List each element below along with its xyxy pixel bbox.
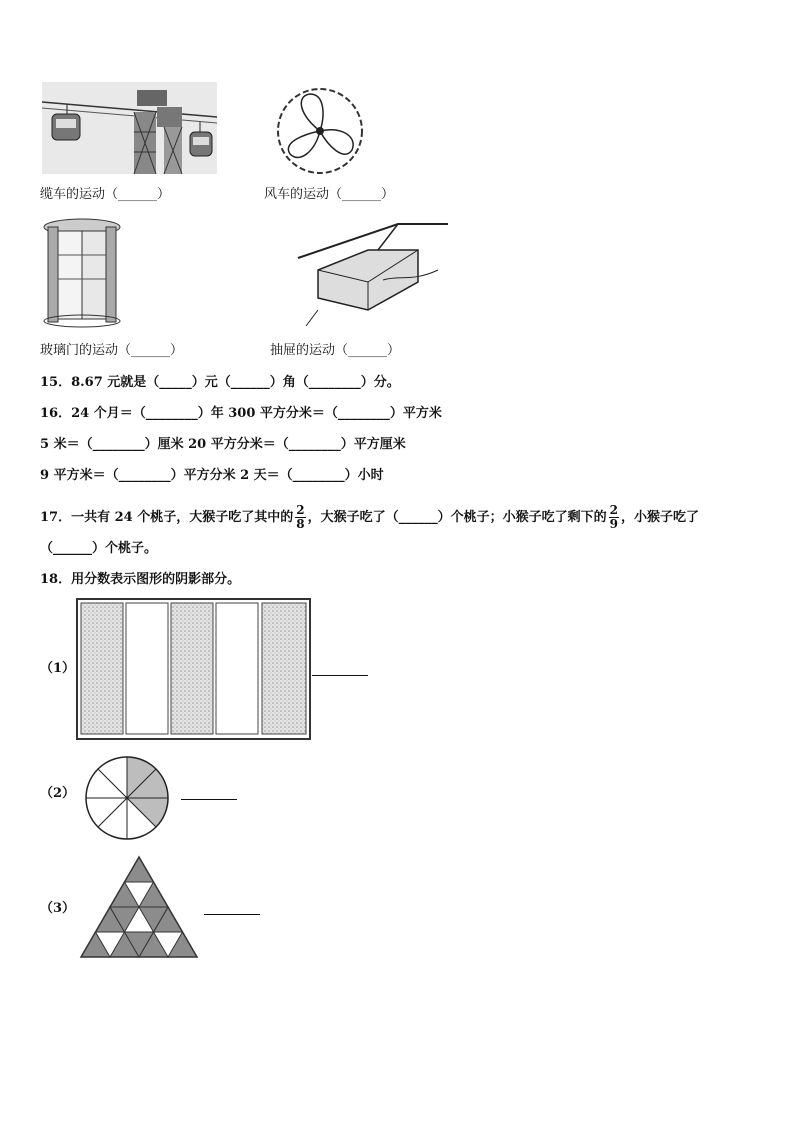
figure-3-label: （3） bbox=[40, 901, 76, 916]
question-16-line-2: 5 米＝（________）厘米 20 平方分米＝（________）平方厘米 bbox=[40, 437, 406, 452]
motion-label-fan: 风车的运动（______） bbox=[264, 187, 395, 202]
question-17-line-2: （______）个桃子。 bbox=[40, 541, 158, 556]
figure-1-strips bbox=[76, 598, 312, 741]
strip-5-shaded bbox=[262, 603, 306, 734]
figure-3-answer-line[interactable] bbox=[204, 914, 260, 915]
q17-text-2: ，大猴子吃了（______）个桃子；小猴子吃了剩下的 bbox=[307, 510, 607, 525]
question-16-line-1: 16．24 个月＝（________）年 300 平方分米＝（________）平方米 bbox=[40, 406, 442, 421]
cable-car-image bbox=[42, 82, 217, 174]
figure-3-triangle bbox=[79, 855, 199, 960]
drawer-image bbox=[298, 220, 448, 328]
figure-1-answer-line[interactable] bbox=[312, 675, 368, 676]
motion-label-drawer: 抽屉的运动（______） bbox=[270, 343, 401, 358]
strip-4 bbox=[216, 603, 258, 734]
question-16-line-3: 9 平方米＝（________）平方分米 2 天＝（________）小时 bbox=[40, 468, 384, 483]
fraction-2-8: $\frac{2}{8}$ bbox=[296, 503, 305, 531]
fraction-2-9: $\frac{2}{9}$ bbox=[609, 503, 618, 531]
question-18-title: 18．用分数表示图形的阴影部分。 bbox=[40, 572, 241, 587]
question-15: 15．8.67 元就是（_____）元（______）角（________）分。 bbox=[40, 375, 400, 390]
figure-2-circle bbox=[84, 755, 170, 841]
strip-1-shaded bbox=[81, 603, 123, 734]
q17-text-3: ，小猴子吃了 bbox=[620, 510, 699, 525]
strip-3-shaded bbox=[171, 603, 213, 734]
fan-image bbox=[270, 86, 370, 176]
question-17-line-1 bbox=[40, 504, 699, 531]
figure-2-answer-line[interactable] bbox=[181, 799, 237, 800]
q17-text-1: 17．一共有 24 个桃子，大猴子吃了其中的 bbox=[40, 510, 294, 525]
figure-2-label: （2） bbox=[40, 786, 76, 801]
motion-label-glass-door: 玻璃门的运动（______） bbox=[40, 343, 184, 358]
figure-1-label: （1） bbox=[40, 661, 76, 676]
strip-2 bbox=[126, 603, 168, 734]
glass-door-image bbox=[42, 215, 126, 327]
motion-label-cable-car: 缆车的运动（______） bbox=[40, 187, 171, 202]
